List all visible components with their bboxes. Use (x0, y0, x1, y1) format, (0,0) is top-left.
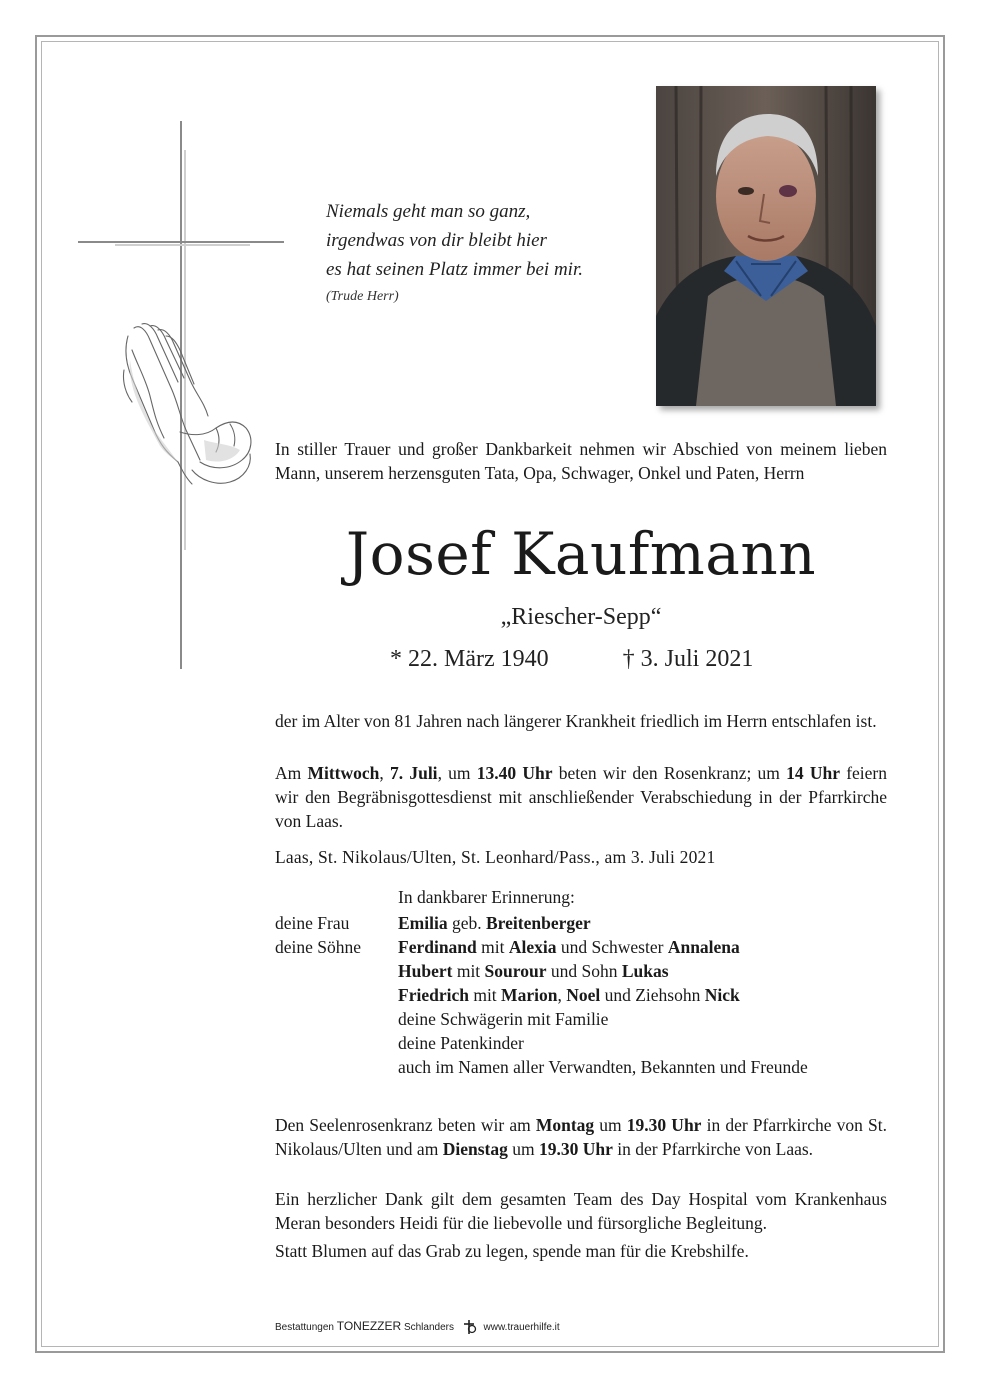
memorial-quote (326, 197, 583, 284)
mass-time: 14 Uhr (786, 763, 840, 783)
service-date: 7. Juli (390, 763, 438, 783)
flowers-text: Statt Blumen auf das Grab zu legen, spende man für die Krebshilfe. (275, 1241, 749, 1261)
cross-horizontal-shadow (115, 244, 250, 246)
mourner-all: auch im Namen aller Verwandten, Bekannten und Freunde (398, 1057, 808, 1077)
life-dates (390, 646, 753, 673)
funeral-home-brand: TONEZZER (336, 1319, 402, 1333)
mourner-son-1: Ferdinand mit Alexia und Schwester Annalena (398, 937, 740, 957)
label-wife: deine Frau (275, 913, 350, 933)
thanks-text: Ein herzlicher Dank gilt dem gesamten Team des Day Hospital vom Krankenhaus Meran besonders Heidi für die liebevolle und fürsorgliche Begleitung. (275, 1189, 887, 1233)
mourner-son-3: Friedrich mit Marion, Noel und Ziehsohn Nick (398, 985, 740, 1005)
mourner-wife: Emilia geb. Breitenberger (398, 913, 591, 933)
funeral-home-url[interactable]: www.trauerhilfe.it (483, 1322, 560, 1333)
praying-hands-icon (120, 320, 260, 490)
deceased-name: Josef Kaufmann (345, 520, 817, 588)
cross-horizontal (78, 241, 284, 243)
mourners-heading: In dankbarer Erinnerung: (398, 887, 575, 907)
dove-cross-icon (461, 1320, 477, 1334)
service-text: Am Mittwoch, 7. Juli, um 13.40 Uhr beten wir den Rosenkranz; um 14 Uhr feiern wir den Begräbnisgottesdienst mit anschließender Verabschiedung in der Pfarrkirche von Laas. (275, 763, 888, 831)
intro-text: In stiller Trauer und großer Dankbarkeit nehmen wir Abschied von meinem lieben Mann, unserem herzensguten Tata, Opa, Schwager, Onkel und Paten, Herrn (275, 439, 887, 483)
age-text: der im Alter von 81 Jahren nach längerer Krankheit friedlich im Herrn entschlafen ist. (275, 711, 877, 731)
mourner-godchildren: deine Patenkinder (398, 1033, 524, 1053)
quote-line-3: es hat seinen Platz immer bei mir. (326, 259, 584, 280)
birth-date: * 22. März 1940 (390, 646, 549, 672)
quote-line-1: Niemals geht man so ganz, (326, 201, 531, 222)
death-date: † 3. Juli 2021 (622, 646, 754, 672)
funeral-home-footer: Bestattungen TONEZZER Schlanders www.trauerhilfe.it (275, 1319, 560, 1333)
mourner-sister-in-law: deine Schwägerin mit Familie (398, 1009, 609, 1029)
label-sons: deine Söhne (275, 937, 362, 957)
rosary-time: 13.40 Uhr (476, 763, 553, 783)
quote-author: (Trude Herr) (326, 289, 399, 304)
mourner-son-2: Hubert mit Sourour und Sohn Lukas (398, 961, 669, 981)
rosary-text: Den Seelenrosenkranz beten wir am Montag um 19.30 Uhr in der Pfarrkirche von St. Nikolaus/Ulten und am Dienstag um 19.30 Uhr in der Pfarrkirche von Laas. (275, 1115, 887, 1159)
portrait-photo (656, 86, 876, 406)
quote-line-2: irgendwas von dir bleibt hier (326, 230, 547, 251)
service-day: Mittwoch (307, 763, 380, 783)
deceased-nickname: „Riescher-Sepp“ (500, 604, 662, 630)
place-date: Laas, St. Nikolaus/Ulten, St. Leonhard/Pass., am 3. Juli 2021 (275, 847, 716, 867)
